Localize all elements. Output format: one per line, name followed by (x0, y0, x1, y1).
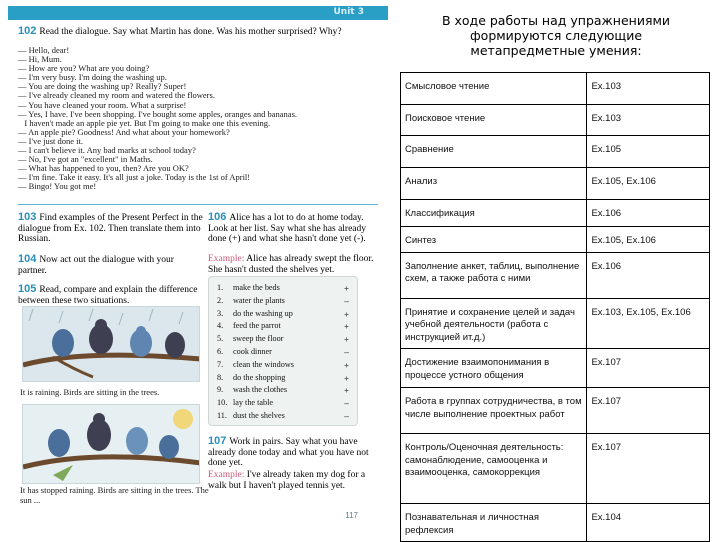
ex102-heading (18, 26, 368, 38)
exercise-cell: Ex.104 (587, 504, 710, 542)
chore-item (217, 347, 272, 356)
table-row (401, 227, 710, 253)
skill-cell: Контроль/Оценочная деятельность: самонаблюдение, самооценка и взаимооценка, самокоррекция (401, 434, 587, 504)
skill-cell: Анализ (401, 168, 587, 200)
dialogue-line: — You are doing the washing up? Really? Super! (18, 81, 187, 92)
dialogue-line: — No, I've got an "excellent" in Maths. (18, 154, 153, 165)
ex103 (18, 212, 203, 245)
skill-cell: Принятие и сохранение целей и задач учебной деятельности (работа с инструкцией ит.д.) (401, 298, 587, 349)
ex105-text: Read, compare and explain the difference between these two situations. (18, 285, 198, 306)
ex107-example-text: I've already taken my dog for a walk but I haven't played tennis yet. (208, 470, 366, 491)
dialogue-line: — I've already cleaned my room and watered the flowers. (18, 90, 215, 101)
ex103-number: 103 (18, 211, 37, 223)
chore-task: wash the clothes (233, 385, 288, 395)
ex104 (18, 254, 203, 276)
caption-raining: It is raining. Birds are sitting in the trees. (20, 387, 160, 397)
unit-label: Unit 3 (333, 7, 364, 17)
dialogue-line: — Hello, dear! (18, 45, 70, 55)
skill-cell: Поисковое чтение (401, 105, 587, 136)
chore-number: 3. (217, 308, 224, 318)
skill-cell: Достижение взаимопонимания в процессе устного общения (401, 349, 587, 388)
ex102-dialogue (18, 46, 338, 192)
textbook-page (8, 6, 388, 536)
chore-task: clean the windows (233, 359, 294, 369)
chore-task: lay the table (233, 398, 274, 408)
ex107-text: Work in pairs. Say what you have already done today and what you have not done yet. (208, 437, 369, 468)
dialogue-line: — I've just done it. (18, 135, 84, 146)
birds-rain-illustration (22, 306, 200, 382)
ex105-number: 105 (18, 283, 37, 295)
table-row (401, 252, 710, 298)
birds-sun-drawing (23, 405, 200, 484)
chore-task: water the plants (233, 295, 285, 305)
chore-item (217, 398, 273, 407)
exercise-cell: Ex.107 (587, 434, 710, 504)
chore-mark: – (344, 347, 349, 357)
ex106-example (208, 254, 378, 275)
chore-mark: + (344, 308, 349, 319)
chore-item (217, 283, 280, 292)
skill-cell: Работа в группах сотрудничества, в том числе выполнение проектных работ (401, 388, 587, 434)
ex104-text: Now act out the dialogue with your partner. (18, 255, 174, 276)
table-row (401, 168, 710, 200)
caption-stopped-raining: It has stopped raining. Birds are sitting in the trees. The sun ... (20, 485, 209, 505)
table-row (401, 200, 710, 227)
skill-cell: Смысловое чтение (401, 73, 587, 105)
chore-mark: – (344, 398, 349, 409)
exercise-cell: Ex.103 (587, 105, 710, 136)
exercise-cell: Ex.106 (587, 252, 710, 298)
dialogue-line: — You have cleaned your room. What a surprise! (18, 99, 187, 110)
chore-task: sweep the floor (233, 334, 284, 344)
chore-mark: – (344, 295, 349, 306)
slide-title (400, 13, 712, 58)
chore-item (217, 321, 281, 330)
exercise-cell: Ex.103 (587, 73, 710, 105)
skills-table-body (401, 73, 710, 542)
skill-cell: Сравнение (401, 136, 587, 168)
ex107-example-label: Example: (208, 470, 245, 480)
table-row (401, 349, 710, 388)
title-line-2: формируются следующие (469, 28, 643, 43)
chore-number: 11. (217, 411, 227, 420)
dialogue-line: — Yes, I have. I've been shopping. I've bought some apples, oranges and bananas. (18, 108, 298, 119)
chore-item (217, 309, 293, 318)
ex106-example-label: Example: (208, 254, 245, 264)
chore-mark: + (344, 283, 349, 293)
title-line-1: В ходе работы над упражнениями (441, 13, 671, 28)
ex103-text: Find examples of the Present Perfect in the dialogue from Ex. 102. Then translate them into Russian. (18, 213, 203, 244)
table-row (401, 136, 710, 168)
chore-item (217, 334, 283, 343)
chore-item (217, 385, 287, 394)
title-line-3: метапредметные умения: (470, 43, 642, 58)
chore-mark: – (344, 411, 349, 421)
divider (18, 204, 378, 205)
table-row (401, 73, 710, 105)
exercise-cell: Ex.105 (587, 136, 710, 168)
dialogue-line: — An apple pie? Goodness! And what about your homework? (18, 126, 230, 137)
chore-task: make the beds (233, 283, 280, 292)
chore-number: 8. (217, 372, 224, 382)
skills-table (400, 72, 710, 542)
ex105 (18, 284, 203, 306)
exercise-cell: Ex.107 (587, 388, 710, 434)
dialogue-line: — I can't believe it. Any bad marks at school today? (18, 145, 196, 156)
chore-task: cook dinner (233, 347, 272, 356)
exercise-cell: Ex.103, Ex.105, Ex.106 (587, 298, 710, 349)
exercise-cell: Ex.106 (587, 200, 710, 227)
skill-cell: Заполнение анкет, таблиц, выполнение схем, а также работа с ними (401, 252, 587, 298)
table-row (401, 298, 710, 349)
chore-mark: + (344, 321, 349, 332)
dialogue-line: — I'm very busy. I'm doing the washing up. (18, 72, 167, 83)
chore-item (217, 411, 285, 420)
chore-item (217, 360, 294, 369)
chore-number: 10. (217, 398, 228, 408)
ex107-example (208, 470, 380, 491)
dialogue-line: I haven't made an apple pie yet. But I'm going to make one this evening. (18, 117, 271, 128)
ex102-number: 102 (18, 25, 37, 37)
ex107-number: 107 (208, 435, 227, 447)
chore-number: 4. (217, 321, 224, 331)
exercise-cell: Ex.105, Ex.106 (587, 168, 710, 200)
chore-mark: + (344, 334, 349, 345)
chore-task: do the washing up (233, 308, 293, 318)
chore-mark: + (344, 385, 349, 396)
dialogue-line: — Hi, Mum. (18, 54, 62, 65)
table-row (401, 504, 710, 542)
dialogue-line: — I'm fine. Take it easy. It's all just a joke. Today is the 1st of April! (18, 172, 251, 183)
chore-number: 1. (217, 283, 224, 292)
chore-number: 5. (217, 334, 224, 344)
ex102-text: Read the dialogue. Say what Martin has done. Was his mother surprised? Why? (39, 27, 342, 37)
chore-number: 7. (217, 359, 224, 369)
ex104-number: 104 (18, 253, 37, 265)
exercise-cell: Ex.107 (587, 349, 710, 388)
skill-cell: Синтез (401, 227, 587, 253)
chore-number: 2. (217, 295, 224, 305)
table-row (401, 105, 710, 136)
table-row (401, 434, 710, 504)
birds-sun-illustration (22, 404, 200, 484)
chores-list (208, 276, 358, 426)
dialogue-line: — Bingo! You got me! (18, 181, 97, 192)
chore-item (217, 296, 285, 305)
dialogue-line: — What has happened to you, then? Are you OK? (18, 163, 189, 174)
ex106 (208, 212, 378, 245)
ex106-text: Alice has a lot to do at home today. Look at her list. Say what she has already done (+) and what she hasn't done yet (-). (208, 213, 367, 244)
exercise-cell: Ex.105, Ex.106 (587, 227, 710, 253)
chore-task: do the shopping (233, 372, 286, 382)
ex106-example-text: Alice has already swept the floor. She hasn't dusted the shelves yet. (208, 254, 374, 275)
chore-number: 9. (217, 385, 224, 395)
page-number: 117 (345, 511, 358, 520)
chore-number: 6. (217, 347, 224, 356)
ex107 (208, 436, 380, 469)
chore-mark: + (344, 359, 349, 370)
chore-task: dust the shelves (233, 411, 285, 420)
chore-task: feed the parrot (233, 321, 281, 331)
chore-item (217, 373, 285, 382)
skill-cell: Классификация (401, 200, 587, 227)
birds-rain-drawing (23, 307, 200, 382)
dialogue-line: — How are you? What are you doing? (18, 63, 150, 74)
unit-header-band (8, 6, 388, 20)
skill-cell: Познавательная и личностная рефлексия (401, 504, 587, 542)
ex106-number: 106 (208, 211, 227, 223)
chore-mark: + (344, 372, 349, 383)
table-row (401, 388, 710, 434)
